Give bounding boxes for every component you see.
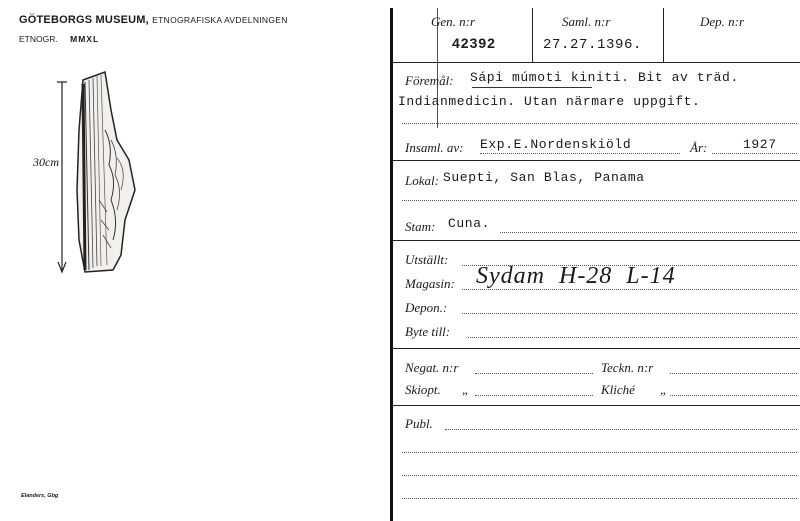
etnogr-label: ETNOGR. xyxy=(19,34,58,44)
negat-label: Negat. n:r xyxy=(405,360,459,375)
foremal-line1: Sápi múmoti kiniti. Bit av träd. xyxy=(470,70,739,85)
ar-dotted-line xyxy=(712,153,797,154)
foremal-label: Föremål: xyxy=(405,73,454,88)
kliche-ditto: „ xyxy=(660,382,668,397)
skiopt-ditto: „ xyxy=(462,382,470,397)
publ-dotted-line xyxy=(445,429,797,430)
stam-label: Stam: xyxy=(405,219,436,234)
insaml-dotted-line xyxy=(480,153,680,154)
top-row-rule xyxy=(392,62,800,63)
publ-label: Publ. xyxy=(405,416,433,431)
lokal-label: Lokal: xyxy=(405,173,439,188)
rule xyxy=(392,240,800,241)
stam-value: Cuna. xyxy=(448,216,491,231)
etnogr-line xyxy=(19,34,99,44)
dep-label: Dep. n:r xyxy=(700,14,745,29)
insaml-label: Insaml. av: xyxy=(405,140,464,155)
rule xyxy=(392,348,800,349)
publ-dotted-line-4 xyxy=(402,498,797,499)
museum-name: GÖTEBORGS MUSEUM, xyxy=(19,14,149,26)
teckn-label: Teckn. n:r xyxy=(601,360,654,375)
ar-value: 1927 xyxy=(743,137,777,152)
cell-divider xyxy=(663,8,664,62)
gen-label: Gen. n:r xyxy=(431,14,476,29)
magasin-value: Sydam H-28 L-14 xyxy=(476,263,676,289)
byte-dotted-line xyxy=(468,337,797,338)
skiopt-label: Skiopt. xyxy=(405,382,441,397)
kliche-label: Kliché xyxy=(601,382,635,397)
publ-dotted-line-3 xyxy=(402,475,797,476)
utstallt-label: Utställt: xyxy=(405,252,449,267)
foremal-dotted-line xyxy=(402,123,797,124)
depon-label: Depon.: xyxy=(405,300,448,315)
rule xyxy=(392,160,800,161)
wood-piece-drawing xyxy=(55,70,145,280)
ar-label: År: xyxy=(690,140,708,155)
teckn-dotted-line xyxy=(670,373,797,374)
stam-dotted-line xyxy=(500,232,797,233)
byte-label: Byte till: xyxy=(405,324,451,339)
magasin-dotted-line xyxy=(462,289,797,290)
lokal-dotted-line xyxy=(402,200,797,201)
cell-divider xyxy=(532,8,533,62)
scale-label: 30cm xyxy=(33,155,59,169)
lokal-value: Suepti, San Blas, Panama xyxy=(443,170,645,185)
card-divider xyxy=(390,8,393,521)
publ-dotted-line-2 xyxy=(402,452,797,453)
saml-label: Saml. n:r xyxy=(562,14,611,29)
foremal-underline xyxy=(472,87,592,88)
museum-header xyxy=(19,14,288,26)
rule xyxy=(392,405,800,406)
depon-dotted-line xyxy=(462,313,797,314)
etnogr-number: MMXL xyxy=(70,34,100,44)
saml-value: 27.27.1396. xyxy=(543,37,643,53)
skiopt-dotted-line xyxy=(475,395,593,396)
printer-imprint: Elanders, Gbg xyxy=(21,493,59,499)
insaml-value: Exp.E.Nordenskiöld xyxy=(480,137,632,152)
gen-value: 42392 xyxy=(452,35,496,51)
negat-dotted-line xyxy=(475,373,593,374)
department-name: ETNOGRAFISKA AVDELNINGEN xyxy=(152,15,288,25)
foremal-line2: Indianmedicin. Utan närmare uppgift. xyxy=(398,94,701,109)
magasin-label: Magasin: xyxy=(405,276,455,291)
kliche-dotted-line xyxy=(670,395,797,396)
